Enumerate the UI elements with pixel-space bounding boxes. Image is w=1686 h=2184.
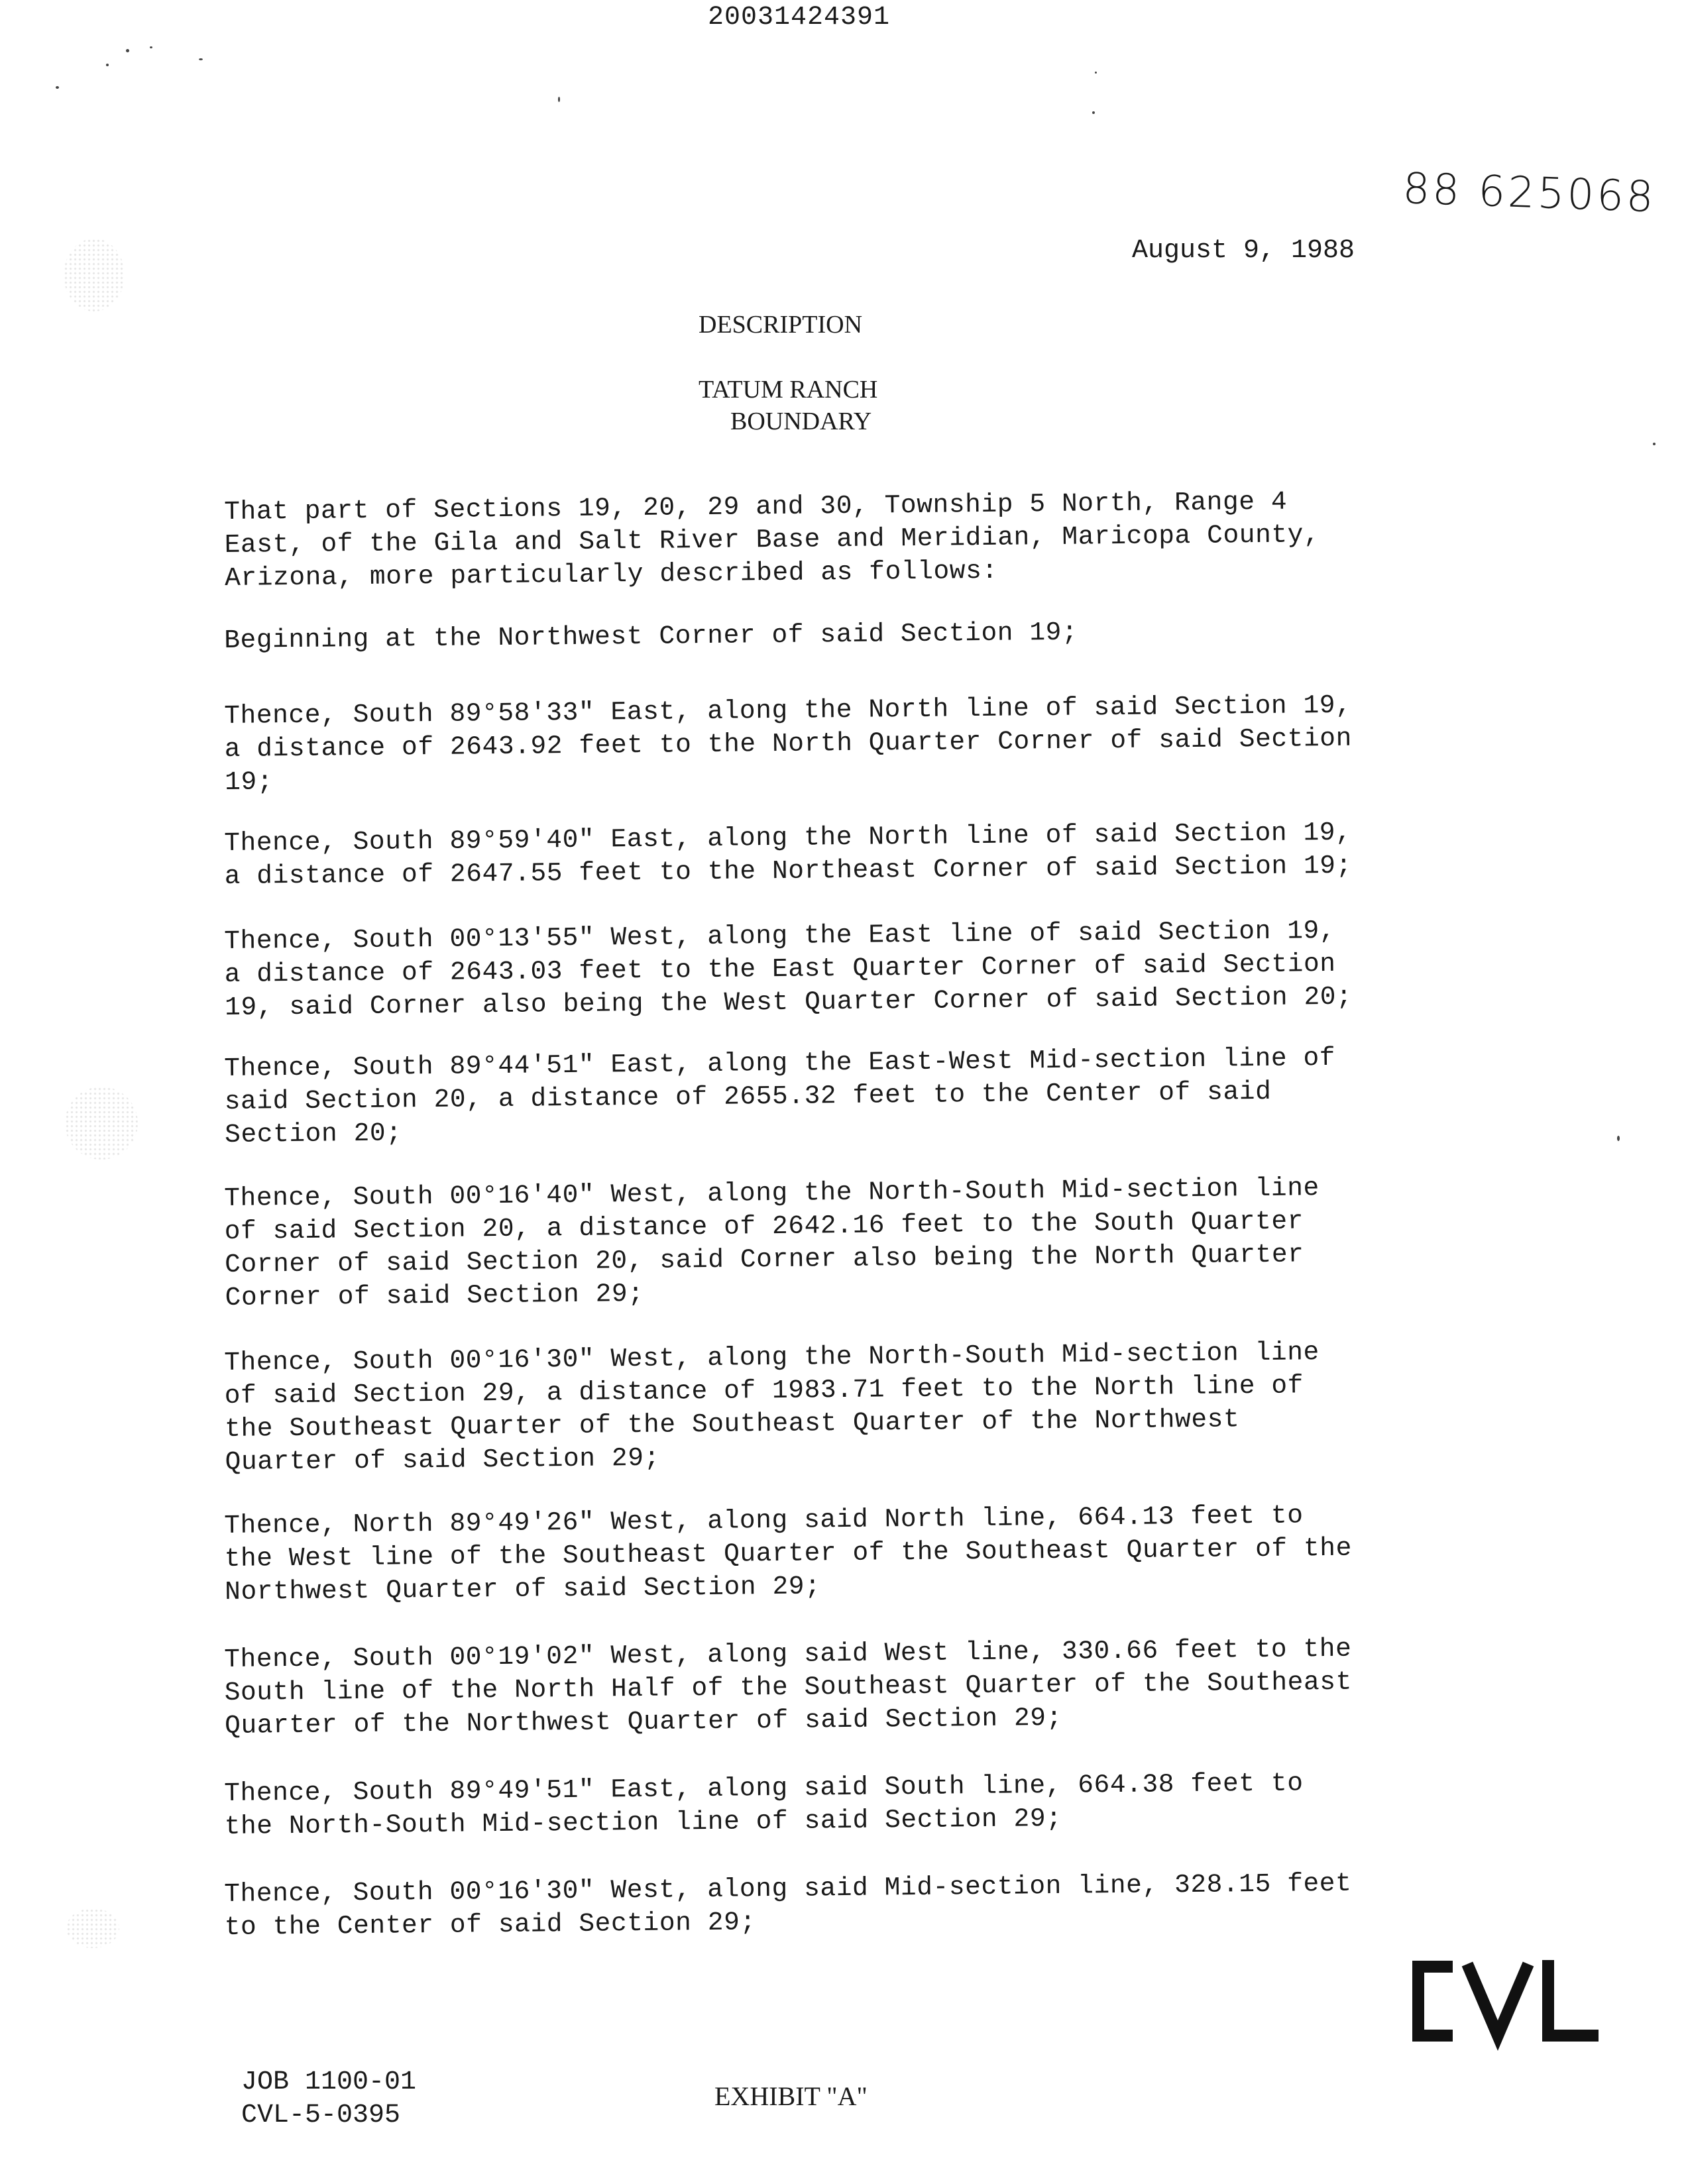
text-line: Thence, South 00°19'02" West, along said West line, 330.66 feet to the xyxy=(224,1633,1352,1674)
text-line: East, of the Gila and Salt River Base and Meridian, Maricopa County, xyxy=(224,519,1320,560)
paragraph-course-2 xyxy=(224,816,1378,893)
text-line: Quarter of the Northwest Quarter of said Section 29; xyxy=(224,1702,1063,1741)
text-line: Arizona, more particularly described as follows: xyxy=(224,555,998,593)
text-line: the Southeast Quarter of the Southeast Quarter of the Northwest xyxy=(224,1404,1240,1444)
text-line: Thence, South 00°13'55" West, along the East line of said Section 19, xyxy=(224,915,1336,956)
text-line: Thence, South 89°49'51" East, along said South line, 664.38 feet to xyxy=(224,1768,1304,1808)
text-line: the North-South Mid-section line of said Section 29; xyxy=(224,1803,1062,1841)
paragraph-course-5 xyxy=(224,1171,1378,1315)
paragraph-intro xyxy=(224,484,1378,595)
text-line: Thence, South 00°16'30" West, along said Mid-section line, 328.15 feet xyxy=(224,1868,1352,1909)
text-line: South line of the North Half of the Southeast Quarter of the Southeast xyxy=(224,1666,1353,1708)
text-line: Corner of said Section 29; xyxy=(225,1278,644,1313)
text-line: of said Section 29, a distance of 1983.71 feet to the North line of xyxy=(224,1370,1304,1411)
paragraph-course-3 xyxy=(224,914,1378,1024)
text-line: Northwest Quarter of said Section 29; xyxy=(224,1571,821,1607)
text-line: a distance of 2647.55 feet to the Northeast Corner of said Section 19; xyxy=(224,850,1353,891)
paragraph-beginning xyxy=(224,613,1377,657)
subtitle-line-1: TATUM RANCH xyxy=(699,376,878,404)
paragraph-course-7 xyxy=(224,1498,1378,1609)
exhibit-label: EXHIBIT "A" xyxy=(714,2081,868,2111)
paragraph-course-6 xyxy=(224,1335,1378,1479)
project-number: CVL-5-0395 xyxy=(241,2101,401,2130)
paragraph-course-10 xyxy=(224,1867,1378,1944)
text-line: Thence, South 00°16'40" West, along the North-South Mid-section line xyxy=(224,1173,1320,1213)
text-line: Section 20; xyxy=(224,1118,402,1150)
page-title: DESCRIPTION xyxy=(699,311,863,339)
paragraph-course-1 xyxy=(224,688,1378,799)
job-number-block xyxy=(241,2066,416,2132)
text-line: Quarter of said Section 29; xyxy=(225,1443,661,1477)
text-line: Thence, South 89°44'51" East, along the East-West Mid-section line of xyxy=(224,1042,1336,1083)
text-line: the West line of the Southeast Quarter of the Southeast Quarter of the xyxy=(224,1533,1353,1574)
text-line: of said Section 20, a distance of 2642.16 feet to the South Quarter xyxy=(224,1206,1304,1246)
paragraph-course-9 xyxy=(224,1766,1378,1843)
text-line: Beginning at the Northwest Corner of said Section 19; xyxy=(224,617,1078,655)
job-number: JOB 1100-01 xyxy=(241,2067,417,2097)
text-line: Thence, South 89°59'40" East, along the North line of said Section 19, xyxy=(224,817,1352,858)
cvl-logo xyxy=(1406,1955,1605,2057)
paragraph-course-4 xyxy=(224,1041,1378,1152)
text-line: 19; xyxy=(224,767,274,797)
text-line: 19, said Corner also being the West Quarter Corner of said Section 20; xyxy=(224,981,1353,1022)
document-date: August 9, 1988 xyxy=(1132,236,1355,266)
text-line: said Section 20, a distance of 2655.32 feet to the Center of said xyxy=(224,1076,1272,1117)
text-line: That part of Sections 19, 20, 29 and 30, Township 5 North, Range 4 xyxy=(224,486,1288,527)
text-line: Thence, South 89°58'33" East, along the North line of said Section 19, xyxy=(224,690,1352,731)
text-line: Thence, South 00°16'30" West, along the North-South Mid-section line xyxy=(224,1337,1320,1378)
recording-number-stamp: 88 625068 xyxy=(1402,164,1657,223)
text-line: a distance of 2643.03 feet to the East Quarter Corner of said Section xyxy=(224,948,1336,989)
text-line: Thence, North 89°49'26" West, along said North line, 664.13 feet to xyxy=(224,1500,1304,1541)
subtitle-line-2: BOUNDARY xyxy=(730,408,872,435)
text-line: a distance of 2643.92 feet to the North Quarter Corner of said Section xyxy=(224,723,1353,764)
text-line: Corner of said Section 20, said Corner also being the North Quarter xyxy=(224,1239,1304,1280)
document-id: 20031424391 xyxy=(708,3,891,32)
paragraph-course-8 xyxy=(224,1632,1378,1743)
text-line: to the Center of said Section 29; xyxy=(224,1907,756,1942)
